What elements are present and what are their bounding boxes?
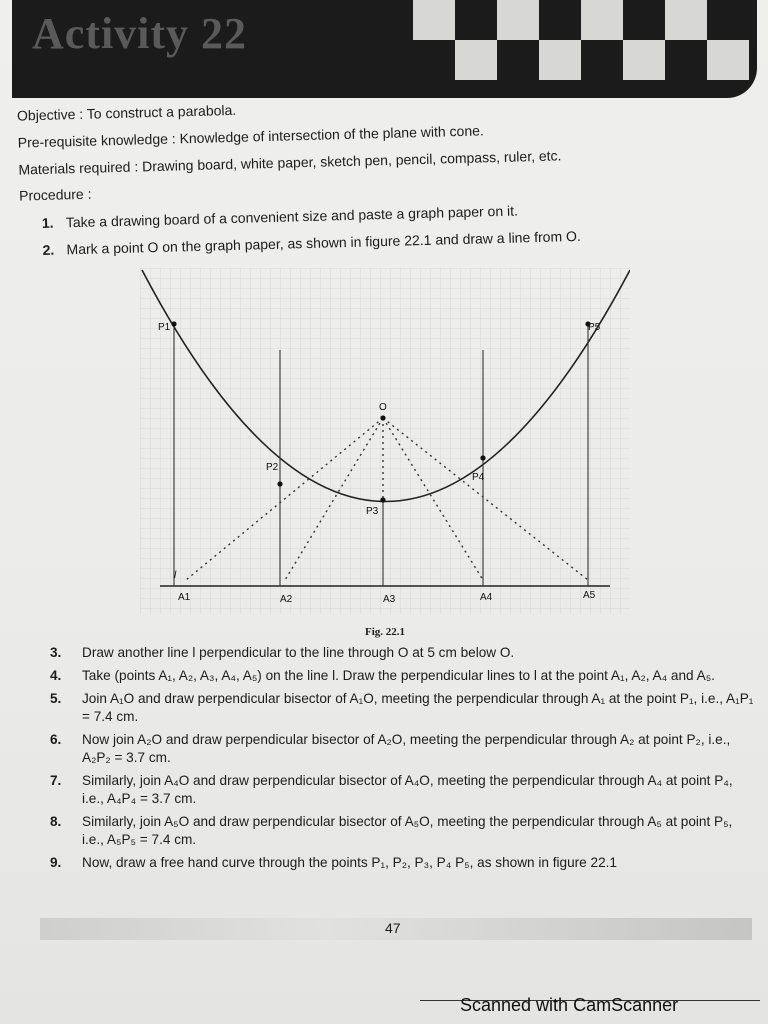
banner-title: Activity 22 [32,9,248,58]
graph-paper [140,268,630,614]
procedure-list [50,644,755,877]
step-number: 4. [50,668,62,683]
label-a2: A2 [280,594,293,605]
step-2 [42,227,581,259]
step-6 [50,731,755,767]
label-l: l [174,570,177,581]
label-o: O [379,402,387,413]
procedure-label: Procedure : [18,185,92,204]
label-a4: A4 [480,592,493,603]
step-1 [42,202,519,232]
step-number: 1. [41,214,54,231]
step-text: Join A₁O and draw perpendicular bisector of A₁O, meeting the perpendicular through A₁ at the point P₁, i.e., A₁P₁ = 7.4 cm. [82,691,754,724]
label-a3: A3 [383,594,396,605]
step-number: 8. [50,814,62,829]
page-number: 47 [385,920,401,936]
step-number: 7. [50,773,62,788]
prereq-text: Knowledge of intersection of the plane with cone. [179,122,484,147]
step-number: 5. [50,691,62,706]
materials-text: Drawing board, white paper, sketch pen, pencil, compass, ruler, etc. [141,147,562,175]
materials-line [18,147,561,177]
step-text: Take a drawing board of a convenient size and paste a graph paper on it. [65,202,519,231]
label-p4: P4 [472,472,485,483]
label-a1: A1 [178,592,191,603]
label-p2: P2 [266,462,279,473]
prereq-label: Pre-requisite knowledge : [17,130,176,151]
step-text: Take (points A₁, A₂, A₃, A₄, A₅) on the line l. Draw the perpendicular lines to l at the point A₁, A₂, A₄ and A₅. [82,668,715,683]
activity-banner [12,0,757,98]
step-text: Mark a point O on the graph paper, as shown in figure 22.1 and draw a line from O. [66,227,581,258]
scanner-watermark: Scanned with CamScanner [460,995,679,1015]
materials-label: Materials required : [18,158,139,178]
step-number: 2. [42,241,55,258]
label-p1: P1 [158,322,171,333]
step-text: Draw another line l perpendicular to the line through O at 5 cm below O. [82,645,515,660]
step-9 [50,854,755,872]
parabola-figure [140,268,630,614]
label-p5: P5 [588,322,601,333]
checker-pattern [413,0,743,80]
objective-label: Objective : [16,105,84,124]
prereq-line [18,122,484,150]
step-number: 9. [50,855,62,870]
objective-text: To construct a parabola. [86,101,237,122]
step-8 [50,813,755,849]
step-number: 3. [50,645,62,660]
step-text: Similarly, join A₄O and draw perpendicular bisector of A₄O, meeting the perpendicular through A₄ at point P₄, i.e., A₄P₄ = 3.7 cm. [82,773,733,806]
step-3 [50,644,755,662]
label-a5: A5 [583,590,596,601]
step-7 [50,772,755,808]
step-text: Now, draw a free hand curve through the points P₁, P₂, P₃, P₄ P₅, as shown in figure 22.1 [82,855,617,870]
label-p3: P3 [366,506,379,517]
step-5 [50,690,755,726]
objective-line [17,102,237,124]
step-text: Now join A₂O and draw perpendicular bisector of A₂O, meeting the perpendicular through A₂ at point P₂, i.e., A₂P₂ = 3.7 cm. [82,732,731,765]
figure-caption: Fig. 22.1 [365,626,406,638]
step-text: Similarly, join A₅O and draw perpendicular bisector of A₅O, meeting the perpendicular through A₅ at point P₅, i.e., A₅P₅ = 7.4 cm. [82,814,733,847]
step-number: 6. [50,732,62,747]
step-4 [50,667,755,685]
